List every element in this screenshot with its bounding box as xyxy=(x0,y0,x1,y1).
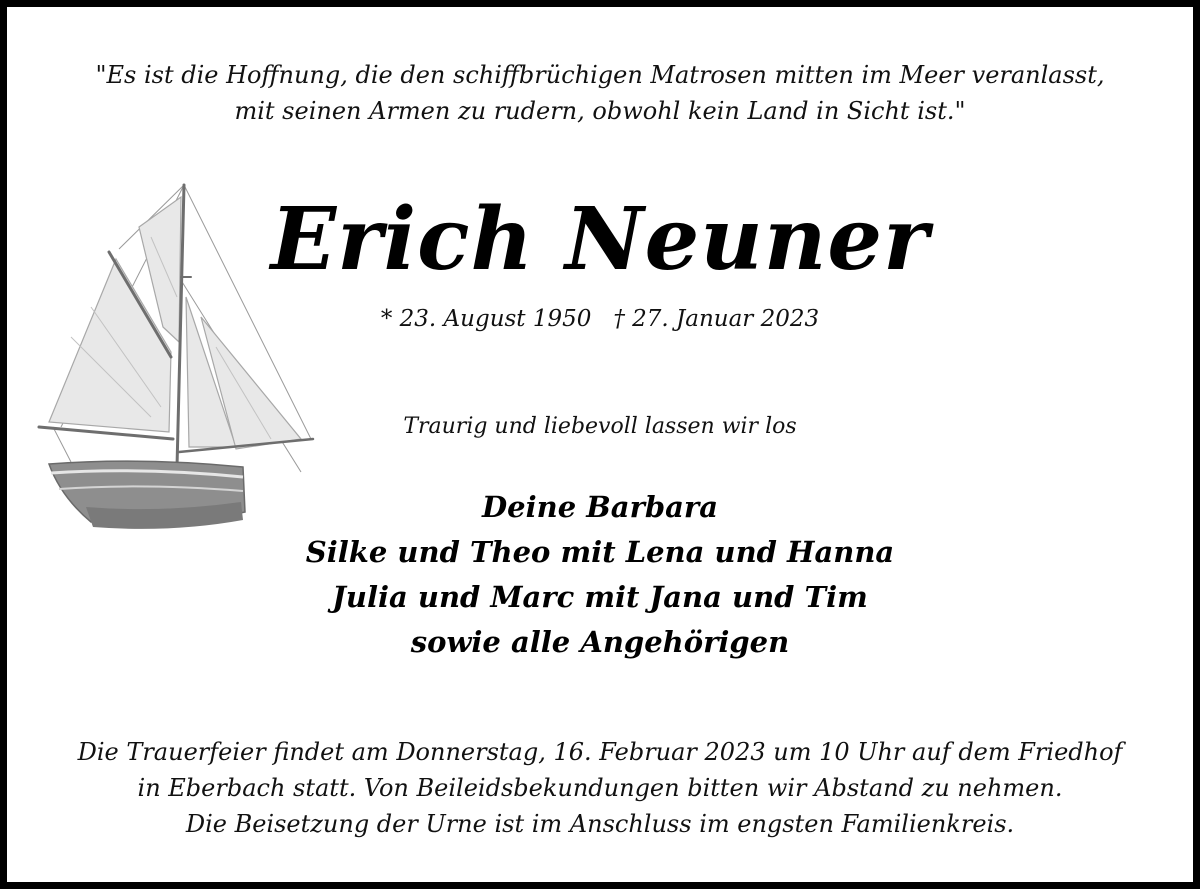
mourner-line: Julia und Marc mit Jana und Tim xyxy=(332,580,868,614)
quote-line: "Es ist die Hoffnung, die den schiffbrüchigen Matrosen mitten im Meer veranlasst, xyxy=(95,61,1105,89)
mourners-list xyxy=(7,485,1193,665)
mourner-line: sowie alle Angehörigen xyxy=(410,625,790,659)
funeral-info-line: in Eberbach statt. Von Beileidsbekundungen bitten wir Abstand zu nehmen. xyxy=(137,774,1063,802)
life-dates: * 23. August 1950 † 27. Januar 2023 xyxy=(380,306,820,332)
funeral-info xyxy=(7,734,1193,842)
mourner-line: Deine Barbara xyxy=(482,490,718,524)
quote-line: mit seinen Armen zu rudern, obwohl kein Land in Sicht ist." xyxy=(234,97,966,125)
intro-text: Traurig und liebevoll lassen wir los xyxy=(403,414,797,439)
deceased-name: Erich Neuner xyxy=(270,189,930,290)
funeral-info-line: Die Beisetzung der Urne ist im Anschluss im engsten Familienkreis. xyxy=(185,810,1015,838)
mourner-line: Silke und Theo mit Lena und Hanna xyxy=(305,535,895,569)
quote xyxy=(7,57,1193,129)
obituary-notice xyxy=(7,7,1193,882)
funeral-info-line: Die Trauerfeier findet am Donnerstag, 16. Februar 2023 um 10 Uhr auf dem Friedhof xyxy=(77,738,1123,766)
